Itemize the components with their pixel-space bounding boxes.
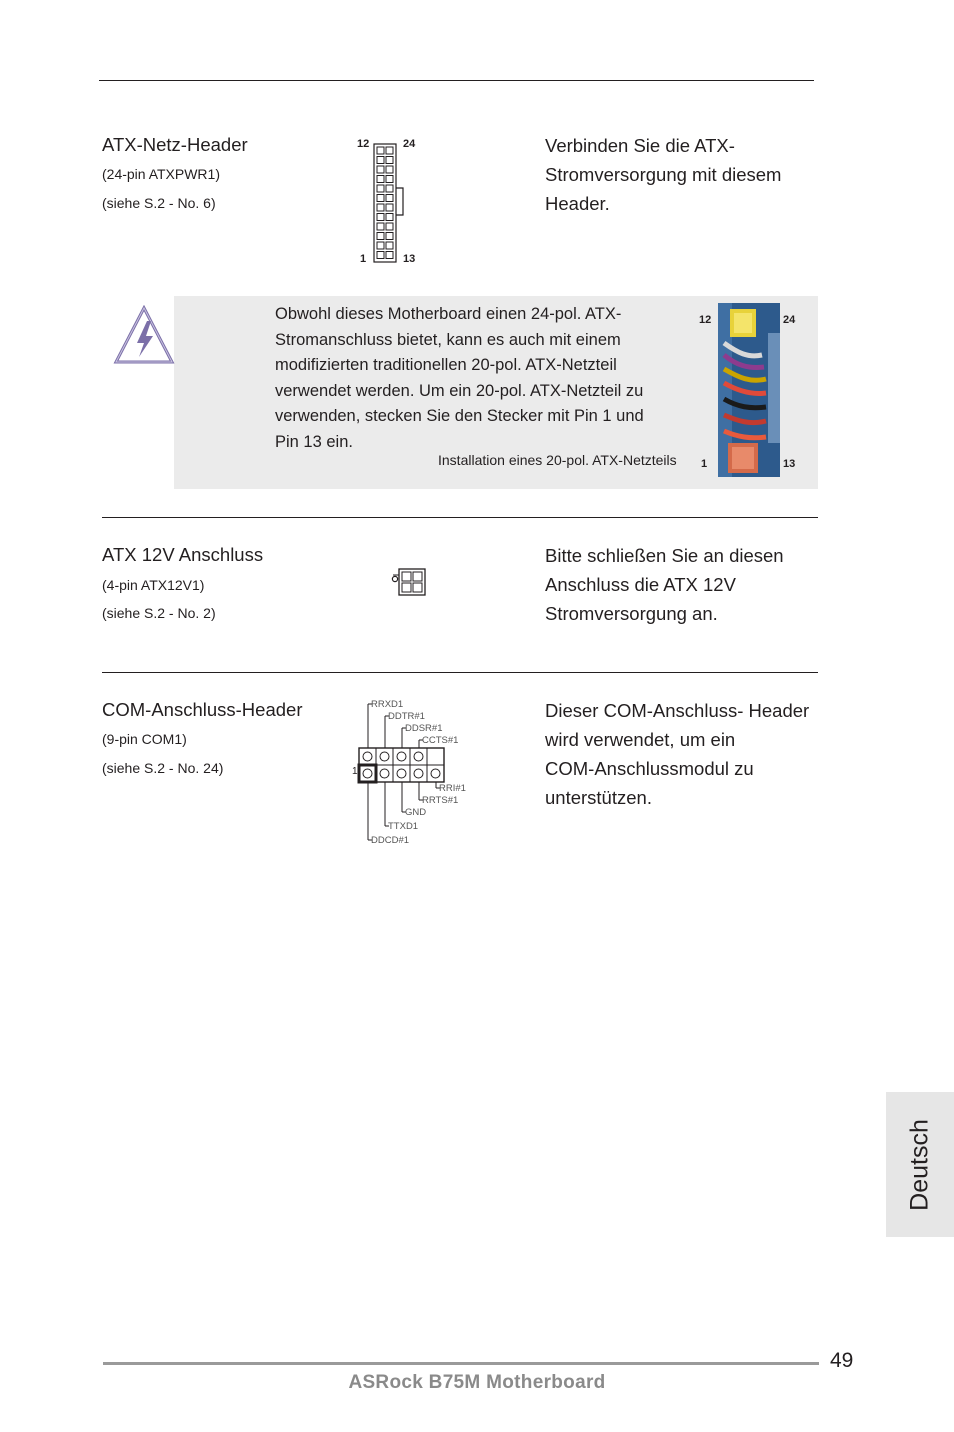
com-title: COM-Anschluss-Header (102, 699, 303, 720)
note-line: Obwohl dieses Motherboard einen 24-pol. ATX- (275, 305, 622, 323)
com-description (545, 696, 835, 812)
atx24-pin-cell (377, 223, 384, 230)
atx-power-desc-line: Header. (545, 193, 610, 214)
atx12v-connector-diagram (390, 567, 428, 597)
atx24-pin-cell (386, 195, 393, 202)
photo-label-top-left: 12 (699, 314, 712, 326)
note-line: modifizierten traditionellen 20-pol. ATX-Netzteil (275, 356, 617, 374)
com-pin-label: DDSR#1 (405, 723, 443, 734)
atx24-pin-cell (386, 204, 393, 211)
atx-power-title: ATX-Netz-Header (102, 134, 248, 155)
atx24-pin-cell (377, 166, 384, 173)
atx24-pin-cell (386, 176, 393, 183)
com-desc-line: COM-Anschlussmodul zu (545, 758, 754, 779)
com-desc-line: wird verwendet, um ein (545, 729, 736, 750)
atx24-pin-cell (377, 214, 384, 221)
com-desc-line: Dieser COM-Anschluss- Header (545, 700, 810, 721)
photo-label-top-right: 24 (783, 314, 796, 326)
note-line: Stromanschluss bietet, kann es auch mit einem (275, 330, 621, 349)
atx-connector-photo (718, 303, 780, 477)
com-pin-label: RRTS#1 (422, 795, 459, 806)
footer-rule (103, 1362, 819, 1365)
language-tab (886, 1092, 954, 1237)
atx24-pin-cell (386, 223, 393, 230)
note-line: Pin 13 ein. (275, 432, 353, 451)
atx12v-desc-line: Anschluss die ATX 12V (545, 574, 736, 595)
photo-label-bottom-left: 1 (701, 458, 708, 470)
footer-product: ASRock B75M Motherboard (348, 1372, 606, 1393)
atx-power-description (545, 131, 825, 218)
atx12v-desc-line: Bitte schließen Sie an diesen (545, 545, 784, 566)
atx24-pin-cell (377, 195, 384, 202)
atx24-label-top-right: 24 (403, 138, 416, 150)
atx24-pin-cell (377, 176, 384, 183)
atx12v-title: ATX 12V Anschluss (102, 544, 264, 565)
com-pin-label: TTXD1 (388, 821, 419, 832)
atx12v-desc-line: Stromversorgung an. (545, 603, 718, 624)
photo-caption: Installation eines 20-pol. ATX-Netzteils (438, 452, 677, 468)
page-number: 49 (830, 1349, 854, 1372)
atx24-label-bottom-right: 13 (403, 253, 416, 265)
com-pin-label: DDTR#1 (388, 711, 425, 722)
note-text (275, 302, 675, 455)
atx-power-desc-line: Stromversorgung mit diesem (545, 164, 782, 185)
top-rule (99, 80, 814, 81)
atx24-label-top-left: 12 (357, 138, 370, 150)
atx-power-reference: (siehe S.2 - No. 6) (102, 195, 216, 211)
com-pin-count: (9-pin COM1) (102, 731, 187, 747)
com-pin-label: RRXD1 (371, 699, 404, 710)
warning-lightning-icon (113, 305, 175, 365)
com-pin-label: DDCD#1 (371, 835, 410, 846)
atx24-pin-cell (386, 157, 393, 164)
section-divider (102, 517, 818, 518)
com-pin-label: RRI#1 (439, 783, 466, 794)
atx24-connector-diagram (372, 140, 408, 264)
atx24-pin-cell (377, 242, 384, 249)
atx12v-description (545, 541, 825, 628)
com-pin-label: CCTS#1 (422, 735, 459, 746)
note-line: verwendet werden. Um ein 20-pol. ATX-Netzteil zu (275, 381, 644, 400)
atx24-pin-cell (377, 157, 384, 164)
atx24-pin-cell (386, 147, 393, 154)
atx12v-pin-count: (4-pin ATX12V1) (102, 577, 205, 593)
atx24-label-bottom-left: 1 (360, 253, 367, 265)
atx24-pin-cell (377, 185, 384, 192)
com-reference: (siehe S.2 - No. 24) (102, 760, 224, 776)
atx24-pin-cell (377, 204, 384, 211)
atx24-pin-cell (386, 233, 393, 240)
language-tab-label: Deutsch (905, 1118, 934, 1211)
com-pin-label: GND (405, 807, 427, 818)
section-divider (102, 672, 818, 673)
atx-power-desc-line: Verbinden Sie die ATX- (545, 135, 735, 156)
atx24-pin-cell (377, 147, 384, 154)
photo-label-bottom-right: 13 (783, 458, 796, 470)
atx24-pin-cell (386, 242, 393, 249)
atx24-pin-cell (377, 252, 384, 259)
atx24-pin-cell (386, 252, 393, 259)
atx24-pin-cell (377, 233, 384, 240)
atx24-pin-cell (386, 166, 393, 173)
atx-power-pin-count: (24-pin ATXPWR1) (102, 166, 220, 182)
atx12v-reference: (siehe S.2 - No. 2) (102, 605, 216, 621)
atx24-pin-cell (386, 214, 393, 221)
com-pin1-label: 1 (352, 766, 358, 777)
note-line: verwenden, stecken Sie den Stecker mit Pin 1 und (275, 407, 644, 425)
com-desc-line: unterstützen. (545, 787, 652, 808)
atx24-pin-cell (386, 185, 393, 192)
